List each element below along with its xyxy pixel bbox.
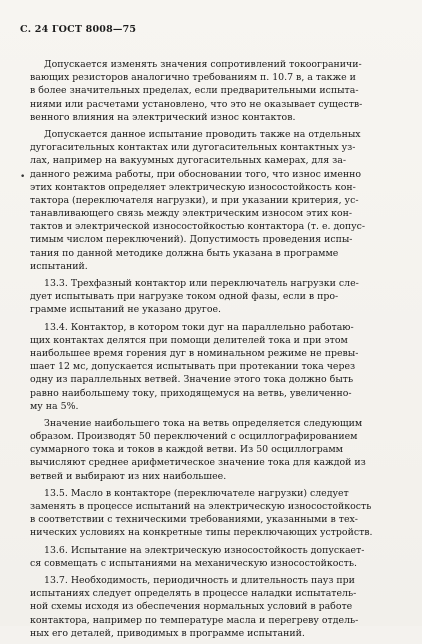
text-line: испытаний. bbox=[30, 260, 88, 272]
text-line: шает 12 мс, допускается испытывать при протекании тока через bbox=[30, 361, 356, 373]
text-line: ся совмещать с испытаниями на механическую износостойкость. bbox=[30, 557, 357, 569]
text-line: одну из параллельных ветвей. Значение этого тока должно быть bbox=[30, 374, 354, 386]
text-line: Допускается данное испытание проводить также на отдельных bbox=[44, 128, 361, 140]
text-line: му на 5%. bbox=[30, 400, 79, 412]
text-line: 13.3. Трехфазный контактор или переключатель нагрузки сле- bbox=[44, 278, 359, 289]
text-line: 13.7. Необходимость, периодичность и длительность пауз при bbox=[44, 574, 355, 586]
paragraph-13-5 bbox=[30, 487, 408, 540]
text-line: щих контактах делятся при помощи делителей тока и при этом bbox=[30, 334, 348, 346]
text-line: тимым числом переключений). Допустимость проведения испы- bbox=[30, 234, 353, 246]
paragraph-13-4 bbox=[30, 321, 408, 413]
text-line: Значение наибольшего тока на ветвь определяется следующим bbox=[44, 417, 363, 429]
text-line: ных его деталей, приводимых в программе испытаний. bbox=[30, 627, 305, 639]
text-line: суммарного тока и токов в каждой ветви. Из 50 осциллограмм bbox=[30, 444, 343, 456]
text-line: 13.5. Масло в контакторе (переключателе нагрузки) следует bbox=[44, 487, 349, 499]
text-line: заменять в процессе испытаний на электрическую износостойкость bbox=[30, 501, 372, 512]
text-line: тактора (переключателя нагрузки), и при указании критерия, ус- bbox=[30, 194, 359, 206]
text-line: этих контактов определяет электрическую износостойкость кон- bbox=[30, 181, 356, 193]
text-line: танавливающего связь между электрическим износом этих кон- bbox=[30, 208, 353, 220]
text-line: в соответствии с техническими требованиями, указанными в тех- bbox=[30, 514, 358, 526]
text-line: вычисляют среднее арифметическое значение тока для каждой из bbox=[30, 457, 366, 469]
text-line: образом. Производят 50 переключений с осциллографированием bbox=[30, 431, 358, 443]
text-line: нических условиях на конкретные типы переключающих устройств. bbox=[30, 527, 373, 539]
text-line: венного влияния на электрический износ контактов. bbox=[30, 111, 296, 123]
paragraph-individual-contacts bbox=[30, 128, 408, 273]
margin-mark: • bbox=[20, 172, 26, 182]
text-line: тактов и электрической износостойкостью контактора (т. е. допус- bbox=[30, 221, 366, 233]
text-line: дует испытывать при нагрузке током одной фазы, если в про- bbox=[30, 291, 339, 303]
page-header: С. 24 ГОСТ 8008—75 bbox=[20, 24, 137, 35]
paragraph-resistors bbox=[30, 58, 408, 124]
text-line: наибольшее время горения дуг в номинальном режиме не превы- bbox=[30, 347, 359, 359]
text-line: лах, например на вакуумных дугогасительных камерах, для за- bbox=[30, 155, 347, 167]
paragraph-13-7 bbox=[30, 574, 408, 640]
text-line: испытаниях следует определять в процессе наладки испытатель- bbox=[30, 588, 357, 600]
text-line: 13.6. Испытание на электрическую износостойкость допускает- bbox=[44, 544, 365, 556]
text-line: вающих резисторов аналогично требованиям п. 10.7 в, а также и bbox=[30, 72, 356, 84]
text-line: ной схемы исходя из обеспечения нормальных условий в работе bbox=[30, 601, 353, 613]
text-line: 13.4. Контактор, в котором токи дуг на параллельно работаю- bbox=[44, 321, 354, 333]
document-body bbox=[30, 58, 408, 644]
text-line: ниями или расчетами установлено, что это не оказывает существ- bbox=[30, 98, 363, 110]
text-line: данного режима работы, при обосновании того, что износ именно bbox=[30, 168, 362, 180]
paragraph-max-current bbox=[30, 417, 408, 483]
text-line: грамме испытаний не указано другое. bbox=[30, 304, 222, 316]
text-line: Допускается изменять значения сопротивлений токоограничи- bbox=[44, 59, 362, 70]
text-line: в более значительных пределах, если предварительными испыта- bbox=[30, 85, 359, 97]
paragraph-13-3 bbox=[30, 277, 408, 317]
text-line: контактора, например по температуре масла и перегреву отдель- bbox=[30, 614, 359, 626]
paragraph-13-6 bbox=[30, 544, 408, 570]
text-line: дугогасительных контактах или дугогасительных контактных уз- bbox=[30, 142, 356, 154]
text-line: ветвей и выбирают из них наибольшее. bbox=[30, 470, 227, 482]
text-line: тания по данной методике должна быть указана в программе bbox=[30, 247, 339, 259]
text-line: равно наибольшему току, приходящемуся на ветвь, увеличенно- bbox=[30, 387, 352, 399]
